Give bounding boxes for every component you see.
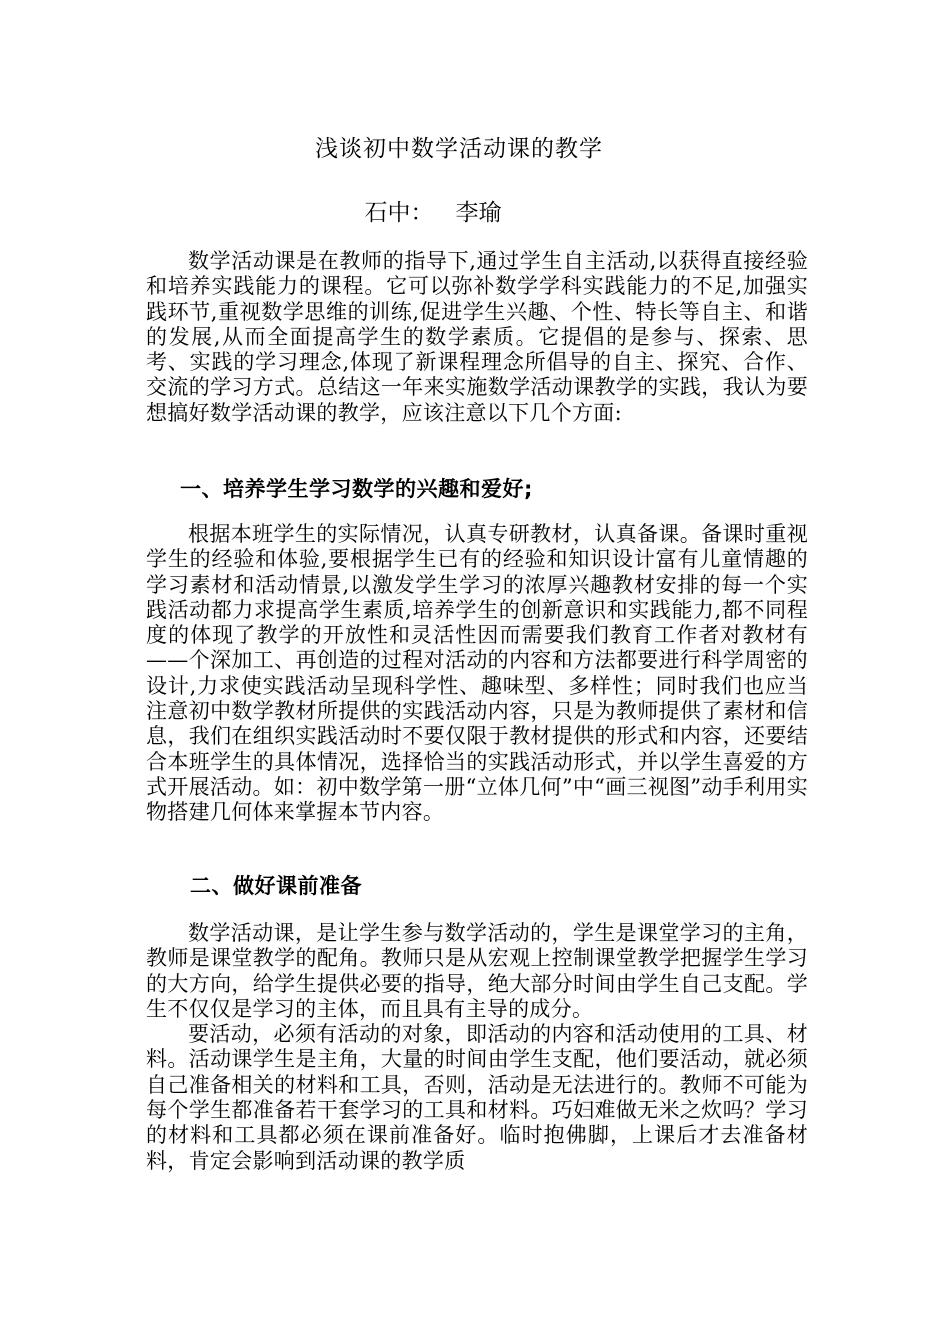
document-title: 浅谈初中数学活动课的教学 (315, 136, 603, 162)
section2-heading: 二、做好课前准备 (190, 874, 362, 898)
section2-paragraph-2: 要活动，必须有活动的对象，即活动的内容和活动使用的工具、材料。活动课学生是主角，大量的时间由学生支配，他们要活动，就必须自己准备相关的材料和工具，否则，活动是无法进行的。教师不可能为每个学生都准备若干套学习的工具和材料。巧妇难做无米之炊吗？学习的材料和工具都必须在课前准备好。临时抱佛脚，上课后才去准备材料，肯定会影响到活动课的教学质 (146, 1022, 808, 1173)
intro-paragraph: 数学活动课是在教师的指导下,通过学生自主活动,以获得直接经验和培养实践能力的课程。它可以弥补数学学科实践能力的不足,加强实践环节,重视数学思维的训练,促进学生兴趣、个性、特长等自主、和谐的发展,从而全面提高学生的数学素质。它提倡的是参与、探索、思考、实践的学习理念,体现了新课程理念所倡导的自主、探究、合作、交流的学习方式。总结这一年来实施数学活动课教学的实践，我认为要想搞好数学活动课的教学，应该注意以下几个方面: (146, 249, 808, 425)
section1-heading: 一、培养学生学习数学的兴趣和爱好; (180, 477, 533, 501)
section1-block (146, 522, 808, 826)
section2-paragraph-1: 数学活动课，是让学生参与数学活动的，学生是课堂学习的主角，教师是课堂教学的配角。教师只是从宏观上控制课堂教学把握学生学习的大方向，给学生提供必要的指导，绝大部分时间由学生自己支配。学生不仅仅是学习的主体，而且具有主导的成分。 (146, 921, 808, 1021)
author-name: 李瑜 (455, 200, 502, 226)
section1-paragraph: 根据本班学生的实际情况，认真专研教材，认真备课。备课时重视学生的经验和体验,要根据学生已有的经验和知识设计富有儿童情趣的学习素材和活动情景,以激发学生学习的浓厚兴趣教材安排的每一个实践活动都力求提高学生素质,培养学生的创新意识和实践能力,都不同程度的体现了教学的开放性和灵活性因而需要我们教育工作者对教材有——个深加工、再创造的过程对活动的内容和方法都要进行科学周密的设计,力求使实践活动呈现科学性、趣味型、多样性；同时我们也应当注意初中数学教材所提供的实践活动内容，只是为教师提供了素材和信息，我们在组织实践活动时不要仅限于教材提供的形式和内容，还要结合本班学生的具体情况，选择恰当的实践活动形式，并以学生喜爱的方式开展活动。如：初中数学第一册“立体几何”中“画三视图”动手利用实物搭建几何体来掌握本节内容。 (146, 522, 808, 825)
intro-block (146, 249, 808, 426)
author-school: 石中： (364, 200, 434, 226)
author-line (0, 197, 866, 229)
section2-block (146, 921, 808, 1174)
